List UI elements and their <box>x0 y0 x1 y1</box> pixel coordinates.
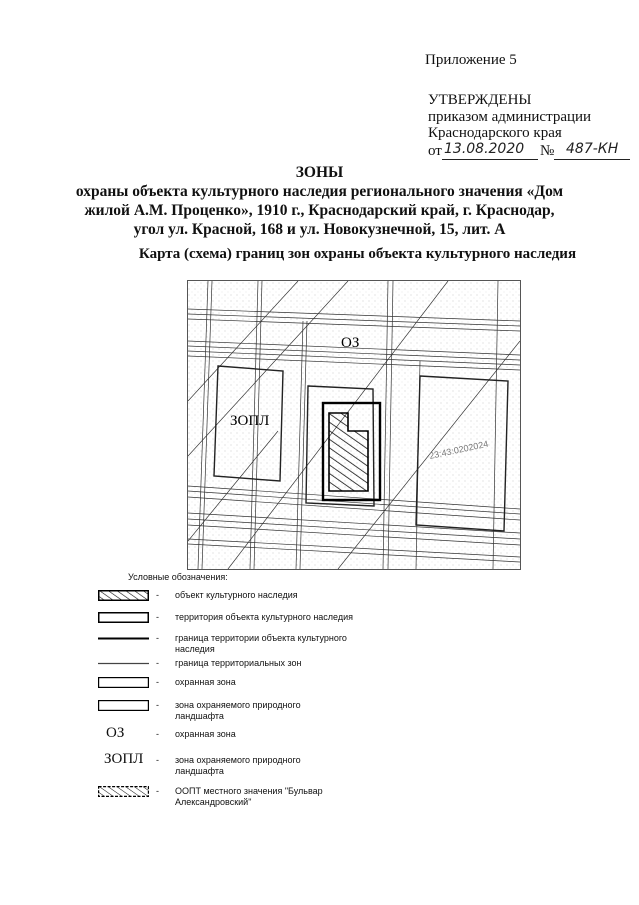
legend-text: охранная зона <box>175 677 236 687</box>
approved-title: УТВЕРЖДЕНЫ <box>428 92 532 108</box>
legend-text: объект культурного наследия <box>175 590 298 600</box>
legend-label-zopl: ЗОПЛ <box>104 751 144 767</box>
title-line-3: угол ул. Красной, 168 и ул. Новокузнечной, 15, лит. А <box>133 221 506 238</box>
hatched-box-icon <box>98 590 149 601</box>
hatched-box-icon <box>98 786 149 797</box>
legend-dash: - <box>156 700 159 710</box>
outlined-box-icon <box>98 677 149 688</box>
date-underline <box>442 159 538 160</box>
legend-text: охранная зона <box>175 729 236 739</box>
legend-text: граница территориальных зон <box>175 658 302 668</box>
approved-line-2: Краснодарского края <box>428 125 562 141</box>
legend-text: зона охраняемого природного ландшафта <box>175 755 301 776</box>
date-value: 13.08.2020 <box>444 141 525 157</box>
legend-dash: - <box>156 633 159 643</box>
zone-map-drawing <box>188 281 520 569</box>
thin-line-icon <box>98 658 149 669</box>
legend-text: территория объекта культурного наследия <box>175 612 354 622</box>
legend-dash: - <box>156 677 159 687</box>
legend-label-oz: ОЗ <box>106 725 125 741</box>
map-label-zopl: ЗОПЛ <box>230 413 270 429</box>
map-caption: Карта (схема) границ зон охраны объекта культурного наследия <box>138 246 577 262</box>
thick-line-icon <box>98 633 149 644</box>
legend-text: зона охраняемого природного ландшафта <box>175 700 301 721</box>
legend-text: граница территории объекта культурного наследия <box>175 633 347 654</box>
legend-dash: - <box>156 755 159 765</box>
legend-dash: - <box>156 612 159 622</box>
date-prefix: от <box>428 143 442 159</box>
legend-title: Условные обозначения: <box>128 572 228 582</box>
approved-line-1: приказом администрации <box>428 109 592 125</box>
legend-dash: - <box>156 590 159 600</box>
document-heading: ЗОНЫ <box>295 164 344 181</box>
legend-dash: - <box>156 658 159 668</box>
legend-text: ООПТ местного значения "Бульвар Александровский" <box>175 786 323 807</box>
outlined-box-icon <box>98 612 149 623</box>
legend-dash: - <box>156 729 159 739</box>
legend-dash: - <box>156 786 159 796</box>
map-label-oz: ОЗ <box>341 335 360 351</box>
appendix-label: Приложение 5 <box>425 52 517 68</box>
title-line-2: жилой А.М. Проценко», 1910 г., Краснодарский край, г. Краснодар, <box>84 202 555 219</box>
number-value: 487-КН <box>566 141 619 157</box>
zone-map <box>187 280 521 570</box>
number-underline <box>554 159 630 160</box>
approval-date-row <box>428 141 633 163</box>
number-prefix: № <box>540 143 555 159</box>
outlined-box-icon <box>98 700 149 711</box>
cadastral-number: 23:43:0202024 <box>428 438 490 461</box>
title-line-1: охраны объекта культурного наследия регионального значения «Дом <box>75 183 564 200</box>
